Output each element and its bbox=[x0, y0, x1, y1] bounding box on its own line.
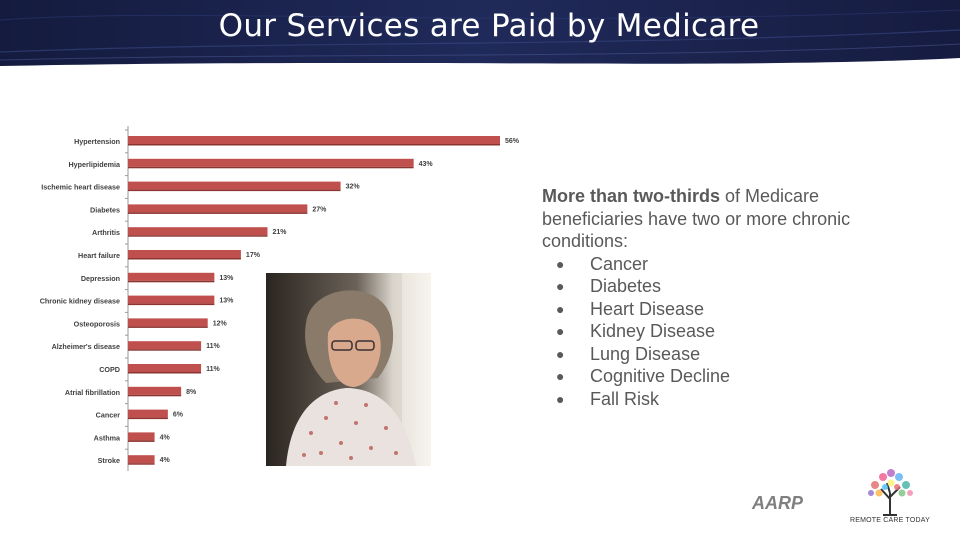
bar-shadow bbox=[128, 144, 500, 146]
bar bbox=[128, 204, 307, 212]
bar bbox=[128, 455, 155, 463]
tick-label: Hypertension bbox=[74, 137, 120, 146]
bar bbox=[128, 159, 414, 167]
data-label: 12% bbox=[212, 320, 227, 328]
bar-shadow bbox=[128, 258, 241, 260]
data-label: 11% bbox=[206, 366, 220, 373]
list-item-label: Cognitive Decline bbox=[590, 366, 731, 386]
bar-shadow bbox=[128, 281, 214, 283]
bar bbox=[128, 227, 268, 235]
tick-label: Arthritis bbox=[92, 228, 120, 238]
list-item bbox=[542, 320, 922, 343]
bar bbox=[128, 410, 168, 418]
bar-shadow bbox=[128, 418, 168, 420]
data-label: 27% bbox=[312, 206, 327, 214]
list-item bbox=[542, 388, 922, 411]
bar-shadow bbox=[128, 372, 201, 374]
intro-bold: More than two-thirds bbox=[542, 186, 720, 206]
intro-paragraph bbox=[542, 185, 922, 253]
bar bbox=[128, 387, 181, 395]
bar-shadow bbox=[128, 326, 208, 328]
bullet-icon: ● bbox=[556, 368, 565, 384]
data-label: 43% bbox=[418, 160, 433, 168]
tick-label: Cancer bbox=[95, 410, 120, 420]
data-label: 21% bbox=[272, 229, 287, 237]
bullet-icon: ● bbox=[556, 390, 565, 407]
tick-label: Heart failure bbox=[78, 251, 120, 260]
data-label: 56% bbox=[505, 138, 520, 145]
tick-label: Hyperlipidemia bbox=[68, 159, 120, 169]
list-item bbox=[542, 275, 922, 298]
list-item bbox=[542, 343, 922, 366]
list-item-label: Cancer bbox=[590, 253, 649, 274]
tick-label: Asthma bbox=[93, 433, 120, 443]
list-item bbox=[542, 298, 922, 321]
tick-label: Depression bbox=[80, 273, 120, 283]
tick-label: Ischemic heart disease bbox=[41, 182, 120, 192]
bar-shadow bbox=[128, 190, 341, 192]
bullet-icon: ● bbox=[556, 278, 565, 294]
list-item-label: Kidney Disease bbox=[590, 321, 716, 341]
bar-shadow bbox=[128, 395, 181, 397]
tick-label: Osteoporosis bbox=[73, 319, 120, 329]
tick-label: Alzheimer's disease bbox=[51, 342, 120, 352]
bar-shadow bbox=[128, 349, 201, 351]
source-label: AARP bbox=[752, 493, 804, 513]
bar bbox=[128, 136, 500, 144]
data-label: 13% bbox=[219, 297, 234, 305]
condition-list bbox=[542, 253, 922, 411]
list-item-label: Diabetes bbox=[590, 276, 662, 296]
data-label: 32% bbox=[345, 183, 360, 191]
bar bbox=[128, 273, 214, 281]
bar bbox=[128, 341, 201, 349]
bar bbox=[128, 432, 155, 440]
bar-shadow bbox=[128, 463, 155, 465]
list-item-label: Heart Disease bbox=[590, 298, 705, 319]
tick-label: Chronic kidney disease bbox=[39, 296, 120, 306]
tick-label: Diabetes bbox=[90, 205, 120, 215]
slide-title: Our Services are Paid by Medicare bbox=[218, 8, 760, 44]
bullet-icon: ● bbox=[556, 300, 565, 317]
data-label: 11% bbox=[206, 343, 220, 351]
bar bbox=[128, 296, 214, 304]
tick-label: Atrial fibrillation bbox=[64, 387, 120, 397]
bar-shadow bbox=[128, 440, 155, 442]
list-item-label: Lung Disease bbox=[590, 343, 701, 364]
bar-shadow bbox=[128, 212, 307, 214]
bar bbox=[128, 318, 208, 326]
bar bbox=[128, 250, 241, 258]
data-label: 6% bbox=[172, 411, 183, 419]
bullet-icon: ● bbox=[556, 323, 565, 339]
tick-label: COPD bbox=[99, 365, 120, 374]
elderly-woman-photo bbox=[266, 273, 431, 466]
list-item-label: Fall Risk bbox=[590, 388, 660, 409]
chronic-conditions-text bbox=[542, 185, 922, 410]
data-label: 13% bbox=[219, 274, 234, 282]
bullet-icon: ● bbox=[556, 255, 565, 272]
bar-shadow bbox=[128, 167, 414, 169]
intro-rest: of Medicare beneficiaries have two or more chronic conditions: bbox=[542, 186, 851, 251]
bar-shadow bbox=[128, 304, 214, 306]
bar bbox=[128, 182, 341, 190]
list-item bbox=[542, 253, 922, 276]
data-label: 8% bbox=[186, 388, 197, 396]
logo-text: REMOTE CARE TODAY bbox=[849, 517, 931, 524]
data-label: 17% bbox=[245, 252, 260, 259]
tick-label: Stroke bbox=[97, 456, 120, 466]
bar-shadow bbox=[128, 235, 268, 237]
data-label: 4% bbox=[159, 457, 170, 465]
bullet-icon: ● bbox=[556, 345, 565, 362]
list-item bbox=[542, 365, 922, 388]
data-label: 4% bbox=[159, 434, 170, 442]
bar bbox=[128, 364, 201, 372]
